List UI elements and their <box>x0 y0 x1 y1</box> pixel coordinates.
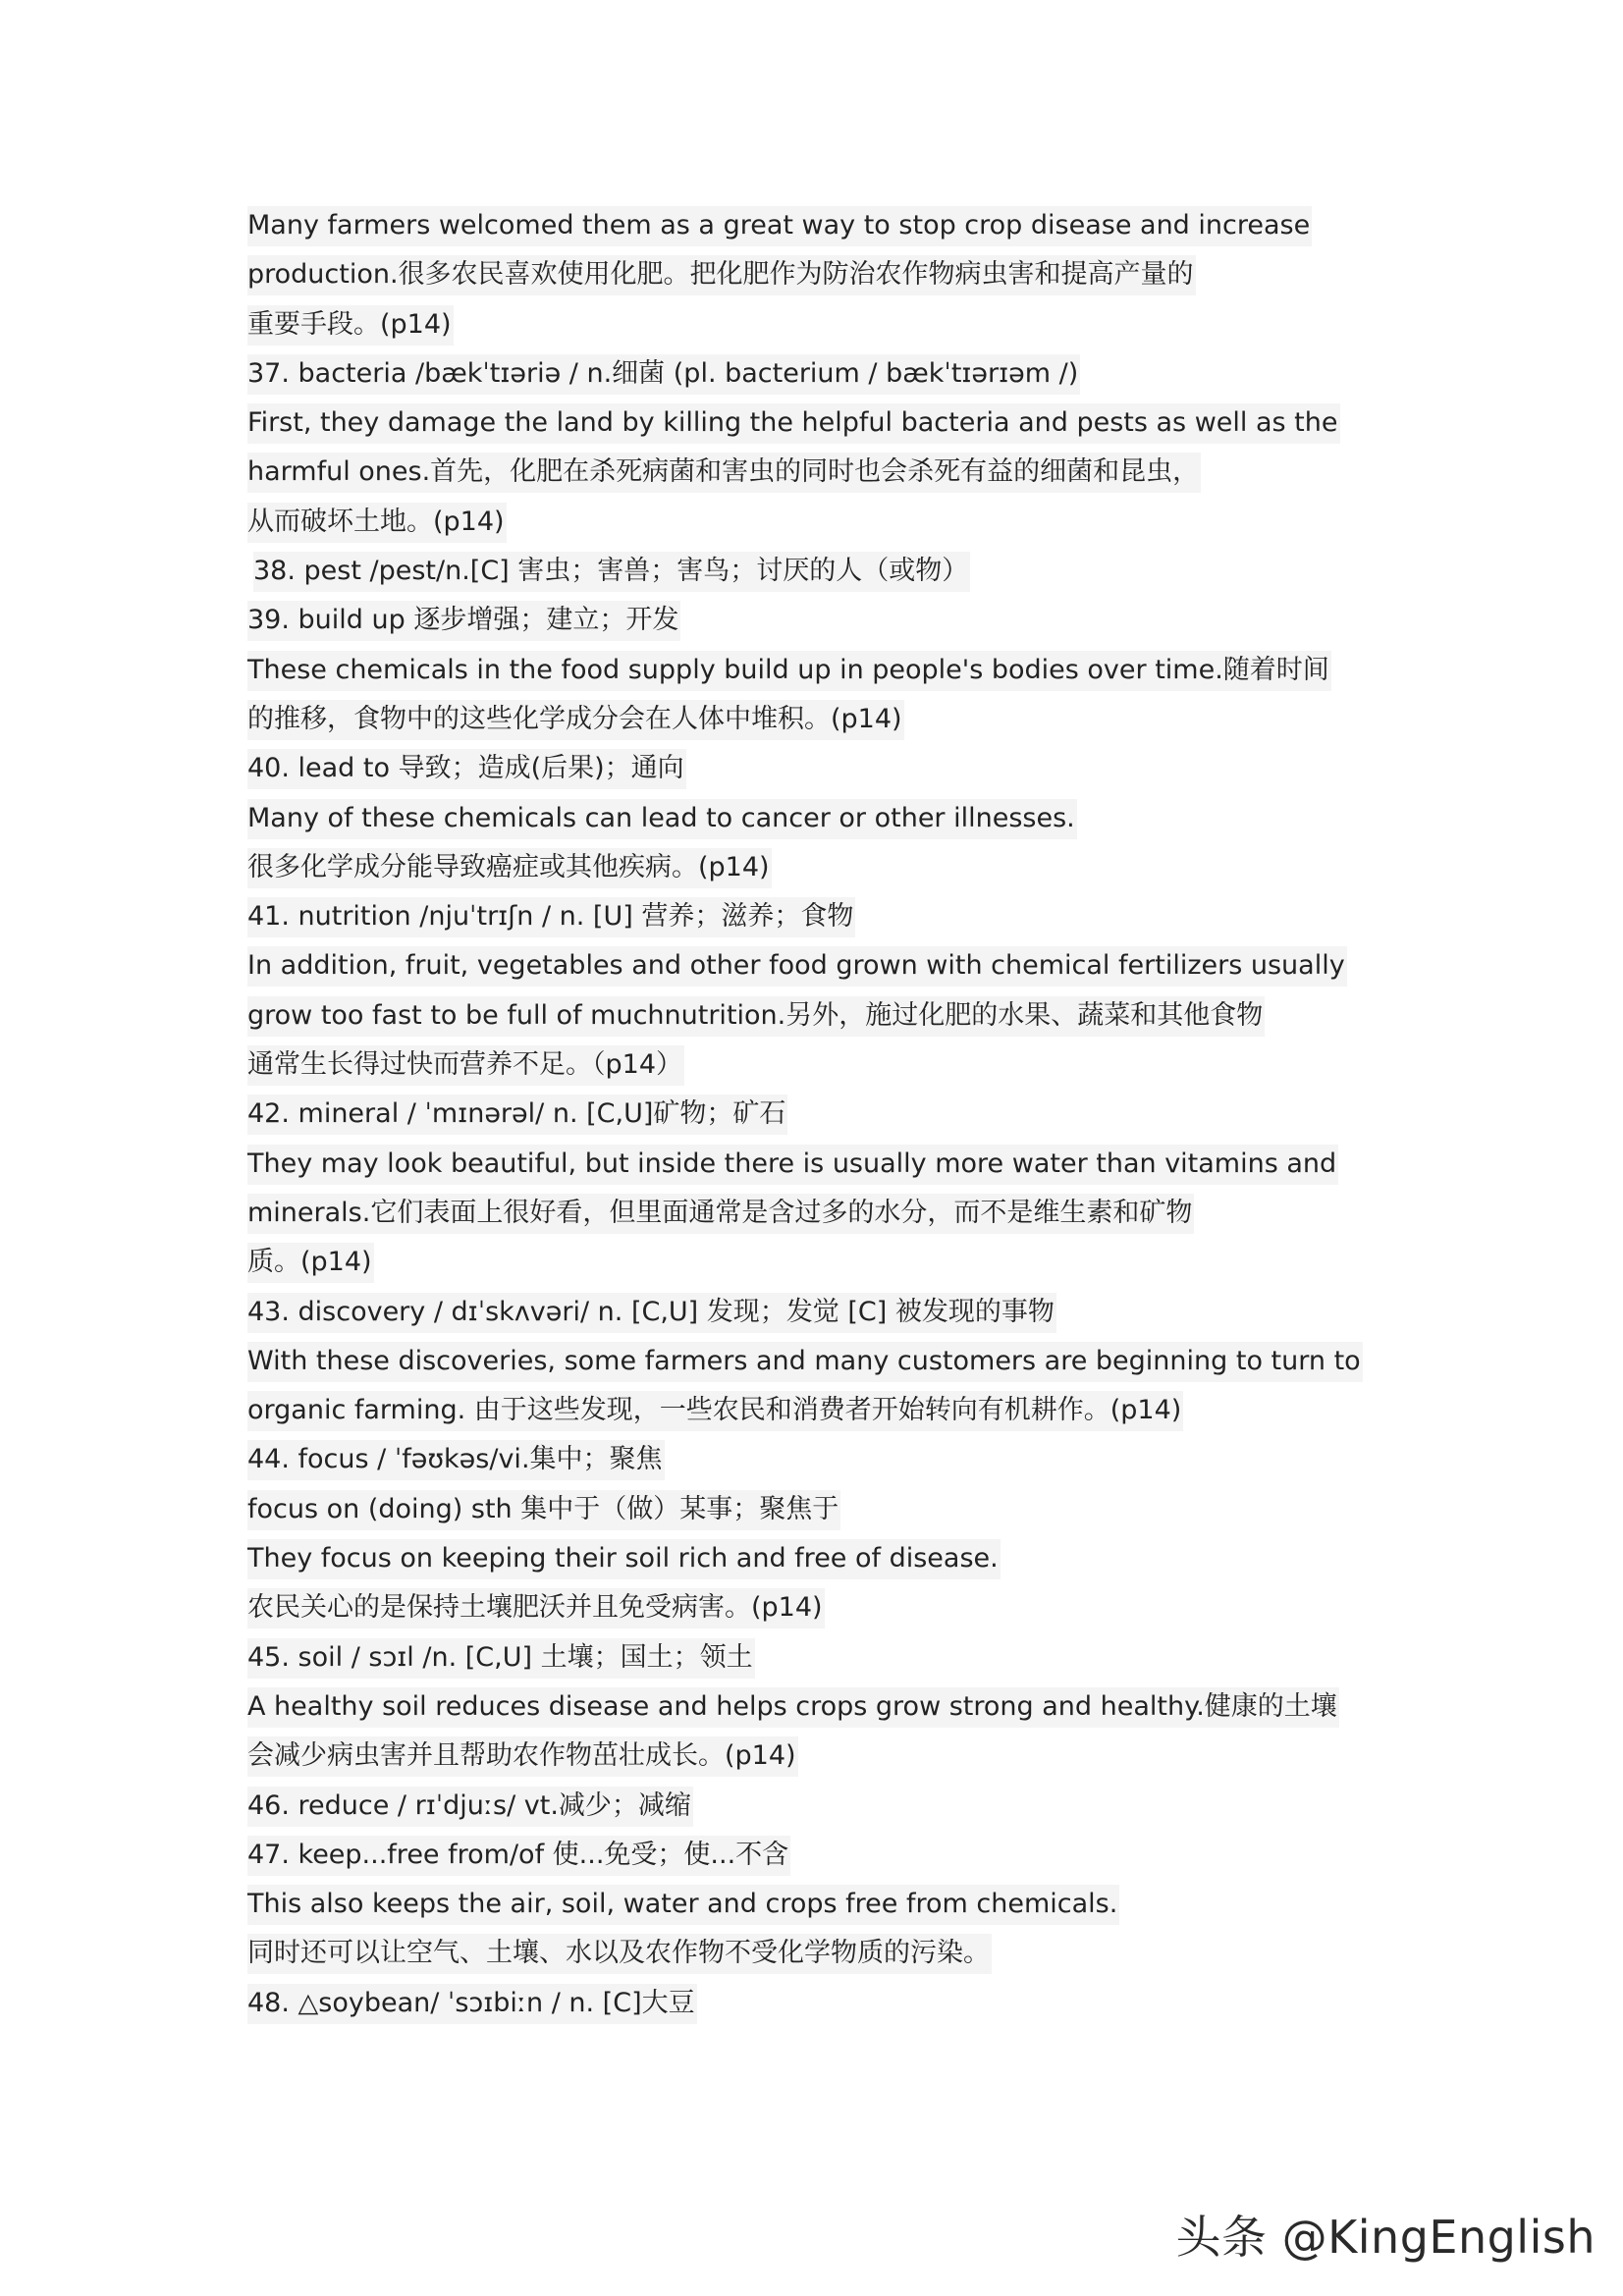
watermark: 头条 @KingEnglish <box>1175 2211 1596 2264</box>
vocab-entry-47: 47. keep...free from/of 使...免受；使...不含 <box>247 1831 1406 1880</box>
vocabulary-list <box>247 201 1406 2028</box>
text-line: First, they damage the land by killing the helpful bacteria and pests as well as the <box>247 399 1406 448</box>
text-line: They may look beautiful, but inside there is usually more water than vitamins and <box>247 1140 1406 1189</box>
vocab-entry-45: 45. soil / sɔɪl /n. [C,U] 土壤；国土；领土 <box>247 1633 1406 1682</box>
text-line: focus on (doing) sth 集中于（做）某事；聚焦于 <box>247 1485 1406 1534</box>
text-line: These chemicals in the food supply build up in people's bodies over time.随着时间 <box>247 646 1406 695</box>
vocab-entry-39: 39. build up 逐步增强；建立；开发 <box>247 596 1406 645</box>
text-line: They focus on keeping their soil rich and free of disease. <box>247 1534 1406 1583</box>
text-line: 通常生长得过快而营养不足。（p14） <box>247 1041 1406 1090</box>
text-line: 同时还可以让空气、土壤、水以及农作物不受化学物质的污染。 <box>247 1929 1406 1978</box>
vocab-entry-43: 43. discovery / dɪˈskʌvəri/ n. [C,U] 发现；发觉 [C] 被发现的事物 <box>247 1288 1406 1337</box>
text-line: organic farming. 由于这些发现，一些农民和消费者开始转向有机耕作。(p14) <box>247 1386 1406 1435</box>
vocab-entry-42: 42. mineral / ˈmɪnərəl/ n. [C,U]矿物；矿石 <box>247 1090 1406 1139</box>
text-line: With these discoveries, some farmers and many customers are beginning to turn to <box>247 1337 1406 1386</box>
vocab-entry-41: 41. nutrition /njuˈtrɪʃn / n. [U] 营养；滋养；食物 <box>247 892 1406 941</box>
text-line: production.很多农民喜欢使用化肥。把化肥作为防治农作物病虫害和提高产量的 <box>247 250 1406 299</box>
vocab-entry-40: 40. lead to 导致；造成(后果)；通向 <box>247 744 1406 793</box>
vocab-entry-38: 38. pest /pest/n.[C] 害虫；害兽；害鸟；讨厌的人（或物） <box>247 547 1406 596</box>
vocab-entry-37: 37. bacteria /bækˈtɪəriə / n.细菌 (pl. bacterium / bækˈtɪərɪəm /) <box>247 349 1406 399</box>
vocab-entry-48: 48. △soybean/ ˈsɔɪbiːn / n. [C]大豆 <box>247 1979 1406 2028</box>
text-line: 从而破坏土地。(p14) <box>247 498 1406 547</box>
text-line: harmful ones.首先，化肥在杀死病菌和害虫的同时也会杀死有益的细菌和昆虫， <box>247 448 1406 497</box>
text-line: 重要手段。(p14) <box>247 300 1406 349</box>
text-line: 会减少病虫害并且帮助农作物茁壮成长。(p14) <box>247 1732 1406 1781</box>
vocab-entry-46: 46. reduce / rɪˈdjuːs/ vt.减少；减缩 <box>247 1782 1406 1831</box>
vocab-entry-44: 44. focus / ˈfəʊkəs/vi.集中；聚焦 <box>247 1435 1406 1484</box>
text-line: Many of these chemicals can lead to cancer or other illnesses. <box>247 794 1406 843</box>
text-line: A healthy soil reduces disease and helps crops grow strong and healthy.健康的土壤 <box>247 1682 1406 1732</box>
text-line: minerals.它们表面上很好看，但里面通常是含过多的水分，而不是维生素和矿物 <box>247 1189 1406 1238</box>
text-line: This also keeps the air, soil, water and crops free from chemicals. <box>247 1880 1406 1929</box>
text-line: 的推移，食物中的这些化学成分会在人体中堆积。(p14) <box>247 695 1406 744</box>
text-line: 质。(p14) <box>247 1238 1406 1287</box>
text-line: grow too fast to be full of muchnutrition.另外，施过化肥的水果、蔬菜和其他食物 <box>247 991 1406 1041</box>
text-line: 很多化学成分能导致癌症或其他疾病。(p14) <box>247 843 1406 892</box>
text-line: 农民关心的是保持土壤肥沃并且免受病害。(p14) <box>247 1583 1406 1632</box>
text-line: Many farmers welcomed them as a great way to stop crop disease and increase <box>247 201 1406 250</box>
text-line: In addition, fruit, vegetables and other food grown with chemical fertilizers usually <box>247 941 1406 990</box>
